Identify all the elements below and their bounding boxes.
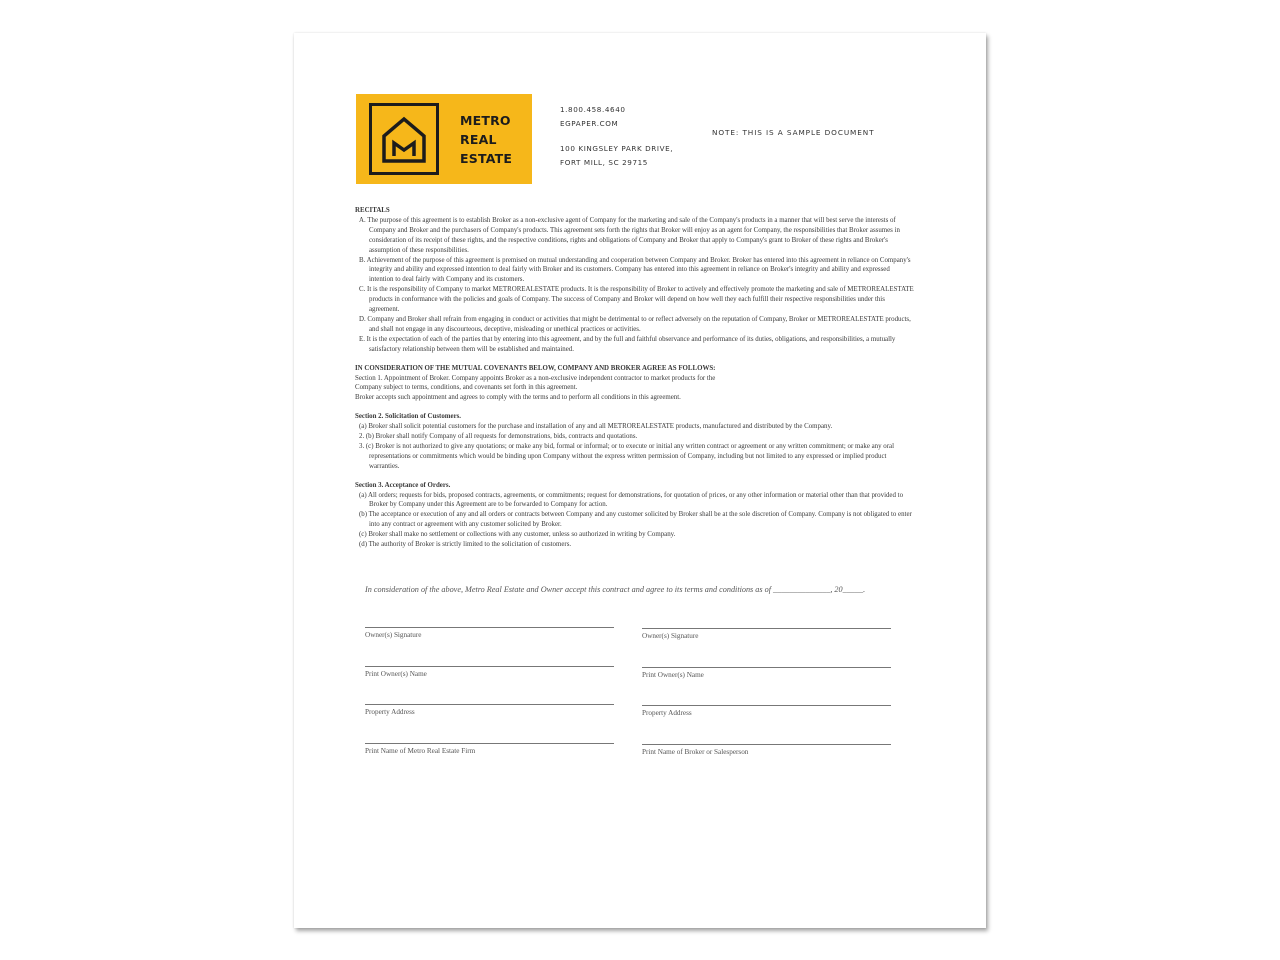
- company-logo: [356, 94, 532, 184]
- sample-note: NOTE: THIS IS A SAMPLE DOCUMENT: [712, 128, 875, 137]
- recital-b: B. Achievement of the purpose of this agreement is premised on mutual understanding and cooperation between Company and Broker. Broker has entered into this agreement in reliance on Company's integrity and ability and expressed intention to deal fairly with Broker and its customers. Company has entered into this agreement in reliance on Broker's integrity and ability and expressed intention to deal fairly with Company and its customers.: [359, 256, 911, 284]
- covenant-line: Broker accepts such appointment and agrees to comply with the terms and to perform all conditions in this agreement.: [355, 394, 681, 402]
- logo-text: [460, 111, 512, 168]
- covenants-heading: IN CONSIDERATION OF THE MUTUAL COVENANTS BELOW, COMPANY AND BROKER AGREE AS FOLLOWS:: [355, 364, 716, 372]
- section-3-item-b: (b) The acceptance or execution of any and all orders or contracts between Company and any customer solicited by Broker shall be at the sole discretion of Company. Company is not obligated to enter into any contract or agreement with any customer solicited by Broker.: [359, 511, 912, 529]
- document-page: [294, 33, 986, 928]
- section-2-item-b: 2. (b) Broker shall notify Company of all requests for demonstrations, bids, contracts and quotations.: [359, 433, 638, 441]
- phone-number: 1.800.458.4640: [560, 105, 626, 114]
- logo-line-2: REAL: [460, 132, 497, 147]
- property-address-line-left[interactable]: Property Address: [365, 704, 614, 716]
- section-2-heading: Section 2. Solicitation of Customers.: [355, 413, 462, 421]
- recital-c: C. It is the responsibility of Company to market METROREALESTATE products. It is the responsibility of Broker to actively and effectively promote the marketing and sale of METROREALESTATE products in conformance with the policies and goals of Company. The success of Company and Broker will depend on how well they each fulfill their respective responsibilities under this agreement.: [359, 286, 914, 314]
- firm-name-line[interactable]: Print Name of Metro Real Estate Firm: [365, 743, 614, 755]
- section-3-item-d: (d) The authority of Broker is strictly limited to the solicitation of customers.: [359, 541, 572, 549]
- section-3-item-c: (c) Broker shall make no settlement or collections with any customer, unless so authorized in writing by Company.: [359, 531, 676, 539]
- contract-body: [355, 206, 915, 550]
- broker-name-line[interactable]: Print Name of Broker or Salesperson: [642, 744, 891, 756]
- recitals-heading: RECITALS: [355, 207, 390, 214]
- address-line-2: FORT MILL, SC 29715: [560, 158, 648, 167]
- covenant-line: Company subject to terms, conditions, and covenants set forth in this agreement.: [355, 384, 578, 392]
- print-owner-name-line-left[interactable]: Print Owner(s) Name: [365, 666, 614, 678]
- property-address-line-right[interactable]: Property Address: [642, 705, 891, 717]
- section-3-heading: Section 3. Acceptance of Orders.: [355, 481, 451, 489]
- logo-line-3: ESTATE: [460, 151, 513, 166]
- recital-a: A. The purpose of this agreement is to establish Broker as a non-exclusive agent of Company for the marketing and sale of the Company's products in a manner that will best serve the interests of Company and Broker and the purchasers of Company's products. This agreement sets forth the rights that Broker will enjoy as an agent for Company, the responsibilities that Broker assumes in consideration of its receipt of these rights, and the respective conditions, rights and obligations of Company and Broker that apply to Company's grant to Broker of these rights and Broker's assumption of these responsibilities.: [359, 216, 900, 254]
- recital-d: D. Company and Broker shall refrain from engaging in conduct or activities that might be detrimental to or reflect adversely on the reputation of Company, Broker or METROREALESTATE products, and shall not engage in any discourteous, deceptive, misleading or unethical practices or activities.: [359, 315, 911, 333]
- contact-block: [560, 103, 673, 170]
- section-2-item-c: 3. (c) Broker is not authorized to give any quotations; or make any bid, formal or informal; or to execute or initial any written contract or agreement or any written commitment; or make any oral representations or commitments which would be binding upon Company without the express written permission of Company, including but not limited to any expressed or implied product warranties.: [359, 442, 895, 470]
- covenant-line: Section 1. Appointment of Broker. Company appoints Broker as a non-exclusive independent contractor to market products for the: [355, 374, 716, 382]
- print-owner-name-line-right[interactable]: Print Owner(s) Name: [642, 667, 891, 679]
- consideration-statement: In consideration of the above, Metro Real Estate and Owner accept this contract and agree to its terms and conditions as of ______________, 20_____.: [365, 585, 866, 594]
- owner-signature-line-left[interactable]: Owner(s) Signature: [365, 627, 614, 639]
- section-3-item-a: (a) All orders; requests for bids, proposed contracts, agreements, or commitments; request for demonstrations, for quotation of prices, or any other information or material other than that provided to Broker by Company under this Agreement are to be forwarded to Company for action.: [359, 491, 904, 509]
- website: EGPAPER.COM: [560, 119, 619, 128]
- address-line-1: 100 KINGSLEY PARK DRIVE,: [560, 144, 674, 153]
- logo-line-1: METRO: [460, 113, 511, 128]
- owner-signature-line-right[interactable]: Owner(s) Signature: [642, 628, 891, 640]
- section-2-item-a: (a) Broker shall solicit potential customers for the purchase and installation of any and all METROREALESTATE products, manufactured and distributed by the Company.: [359, 423, 833, 431]
- house-icon: [369, 103, 439, 175]
- recital-e: E. It is the expectation of each of the parties that by entering into this agreement, and by the full and faithful observance and performance of its duties, obligations, and responsibilities, a mutually satisfactory relationship between them will be established and maintained.: [359, 335, 896, 353]
